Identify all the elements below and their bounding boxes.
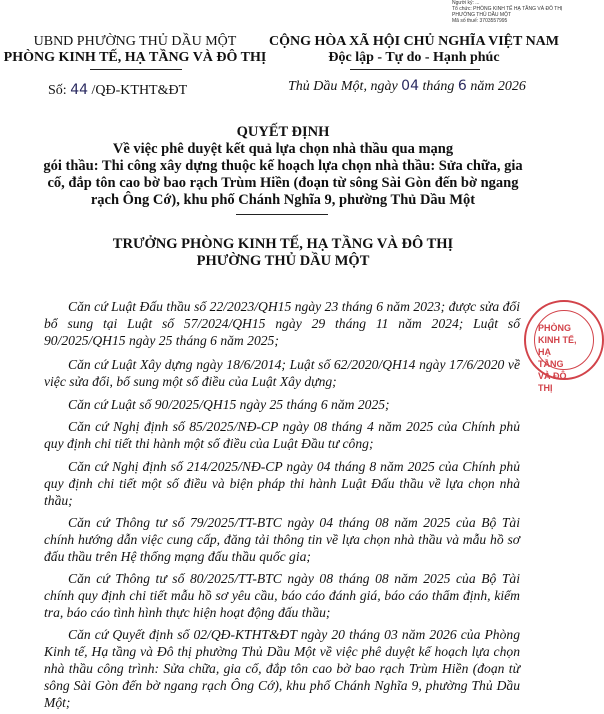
org-underline: [90, 69, 182, 70]
official-stamp: [524, 300, 604, 393]
document-title-block: [0, 124, 566, 209]
authority-title: TRƯỞNG PHÒNG KINH TẾ, HẠ TẦNG VÀ ĐÔ THỊ: [112, 236, 454, 252]
org-name: PHÒNG KINH TẾ, HẠ TẦNG VÀ ĐÔ THỊ: [3, 50, 267, 65]
issuing-org: [0, 34, 270, 66]
subject-line: cố, đắp tôn cao bờ bao rạch Trùm Hiền (đoạn từ sông Sài Gòn đến bờ ngang: [47, 175, 519, 191]
legal-basis-paragraph: Căn cứ Nghị định số 85/2025/NĐ-CP ngày 08 tháng 4 năm 2025 của Chính phủ quy định chi tiết thi hành một số điều của Luật Đầu tư công;: [44, 419, 520, 451]
handwritten-number: 44: [70, 82, 89, 98]
legal-basis-paragraph: Căn cứ Luật Xây dựng ngày 18/6/2014; Luật số 62/2020/QH14 ngày 17/6/2020 về việc sửa đổi, bổ sung một số điều của Luật Xây dựng;: [44, 357, 520, 389]
signature-line: PHƯỜNG THỦ DẦU MỘT: [452, 12, 512, 18]
document-number: Số: 44 /QĐ-KTHT&ĐT: [48, 82, 188, 98]
legal-basis-paragraph: Căn cứ Luật số 90/2025/QH15 ngày 25 tháng 6 năm 2025;: [68, 397, 390, 412]
signature-line: Tổ chức: PHÒNG KINH TẾ HẠ TẦNG VÀ ĐÔ THỊ: [452, 6, 563, 12]
authority-block: [0, 236, 566, 270]
signature-line: Mã số thuế: 3703557995: [452, 18, 508, 24]
signature-line: Người ký: ...: [452, 0, 480, 6]
handwritten-month: 6: [457, 78, 467, 94]
motto: Độc lập - Tự do - Hạnh phúc: [328, 50, 500, 65]
authority-ward: PHƯỜNG THỦ DẦU MỘT: [196, 253, 370, 269]
document-date: Thủ Dầu Một, ngày 04 tháng 6 năm 2026: [288, 78, 526, 94]
digital-signature-info: [452, 0, 566, 36]
legal-basis-paragraph: Căn cứ Quyết định số 02/QĐ-KTHT&ĐT ngày 20 tháng 03 năm 2026 của Phòng Kinh tế, Hạ tầng và Đô thị phường Thủ Dầu Một về việc phê duyệt kế hoạch lựa chọn nhà thầu công trình: Sửa chữa, gia cố, đắp tôn cao bờ bao rạch Trùm Hiền (đoạn từ sông Sài Gòn đến bờ ngang rạch Ông Cớ), khu phố Chánh Nghĩa 9, phường Thủ Dầu Một;: [44, 627, 520, 710]
subject-line: gói thầu: Thi công xây dựng thuộc kế hoạch lựa chọn nhà thầu: Sửa chữa, gia: [43, 158, 523, 174]
stamp-text: PHÒNG KINH TẾ, HẠ TẦNG VÀ ĐÔ THỊ: [538, 323, 577, 393]
org-parent: UBND PHƯỜNG THỦ DẦU MỘT: [33, 34, 237, 49]
legal-basis-paragraph: Căn cứ Thông tư số 79/2025/TT-BTC ngày 04 tháng 08 năm 2025 của Bộ Tài chính hướng dẫn việc cung cấp, đăng tải thông tin về lựa chọn nhà thầu và mẫu hồ sơ đấu thầu trên Hệ thống mạng đấu thầu quốc gia;: [44, 515, 520, 564]
handwritten-day: 04: [401, 78, 419, 94]
subject-line: Về việc phê duyệt kết quả lựa chọn nhà thầu qua mạng: [112, 141, 454, 157]
title-underline: [236, 214, 328, 215]
motto-underline: [350, 69, 480, 70]
subject-line: rạch Ông Cớ), khu phố Chánh Nghĩa 9, phường Thủ Dầu Một: [90, 192, 476, 208]
document-title: QUYẾT ĐỊNH: [236, 124, 330, 140]
legal-basis-paragraph: Căn cứ Luật Đấu thầu số 22/2023/QH15 ngày 23 tháng 6 năm 2023; được sửa đổi bổ sung tại Luật số 57/2024/QH15 ngày 29 tháng 11 năm 2024; Luật số 90/2025/QH15 ngày 25 tháng 6 năm 2025;: [44, 299, 520, 348]
legal-basis-paragraph: Căn cứ Thông tư số 80/2025/TT-BTC ngày 08 tháng 08 năm 2025 của Bộ Tài chính quy định chi tiết mẫu hồ sơ yêu cầu, báo cáo đánh giá, báo cáo thẩm định, kiểm tra, báo cáo tình hình thực hiện hoạt động đấu thầu;: [44, 571, 520, 620]
country-name: CỘNG HÒA XÃ HỘI CHỦ NGHĨA VIỆT NAM: [268, 34, 559, 49]
legal-basis-paragraph: Căn cứ Nghị định số 214/2025/NĐ-CP ngày 04 tháng 8 năm 2025 của Chính phủ quy định chi tiết một số điều và biện pháp thi hành Luật Đấu thầu về lựa chọn nhà thầu;: [44, 459, 520, 508]
national-header: [262, 34, 566, 66]
